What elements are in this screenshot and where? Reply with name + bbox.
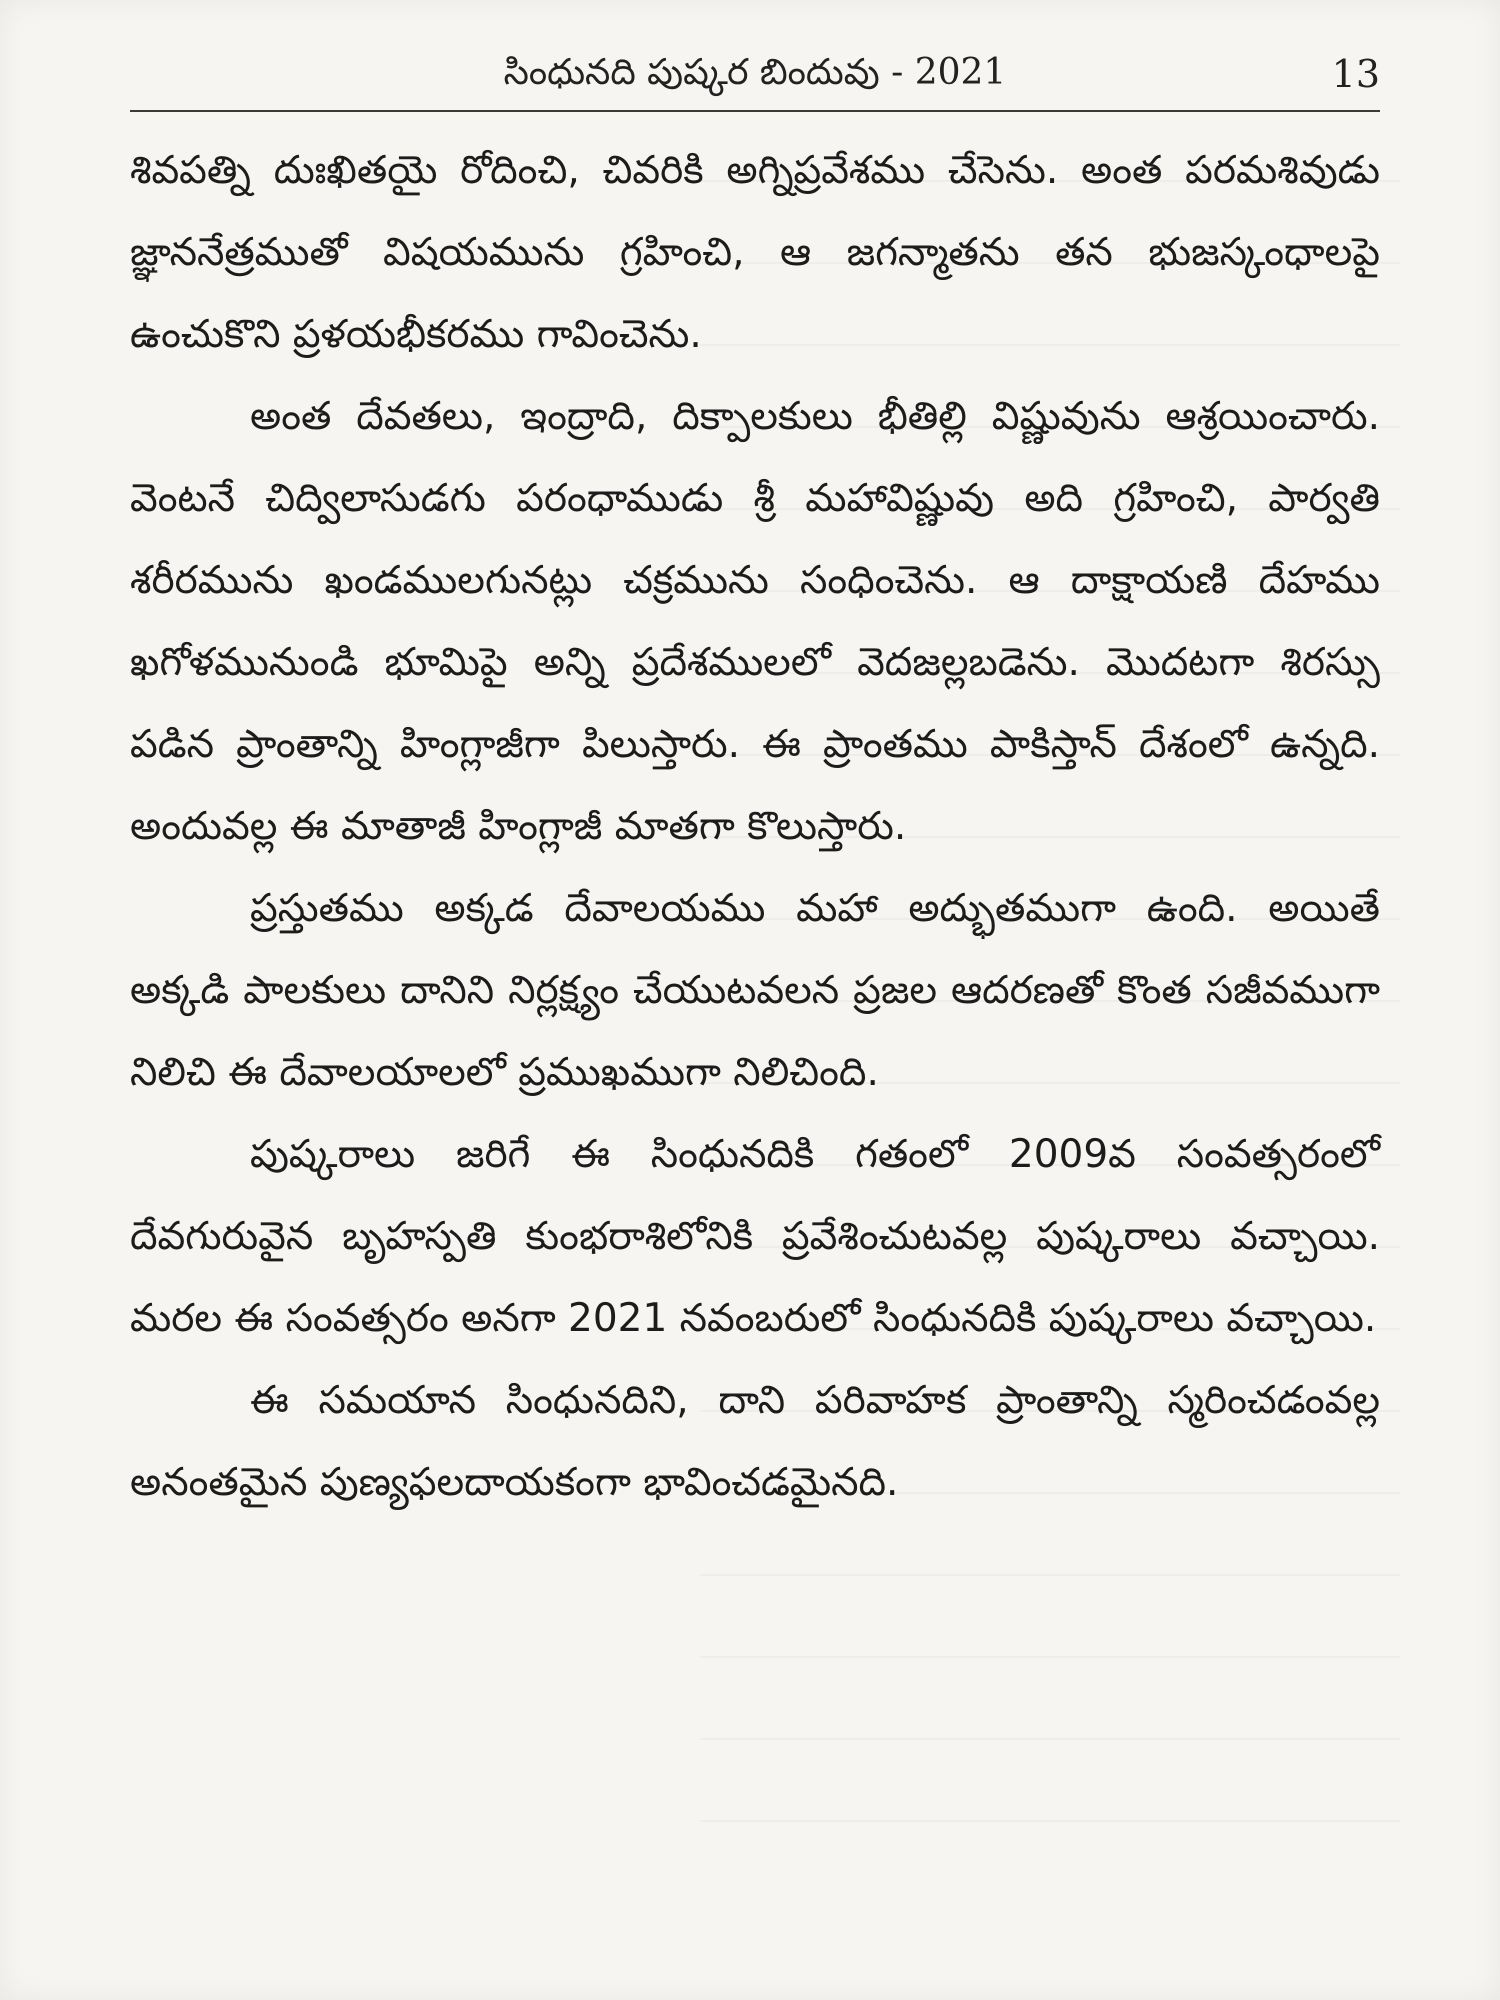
paragraph-4: పుష్కరాలు జరిగే ఈ సింధునదికి గతంలో 2009వ సంవత్సరంలో దేవగురువైన బృహస్పతి కుంభరాశిలోనికి ప్రవేశించుటవల్ల పుష్కరాలు వచ్చాయి. మరల ఈ సంవత్సరం అనగా 2021 నవంబరులో సింధునదికి పుష్కరాలు వచ్చాయి. bbox=[130, 1132, 1380, 1341]
page-header bbox=[130, 50, 1380, 112]
running-title: సింధునది పుష్కర బిందువు - 2021 bbox=[503, 52, 1007, 93]
paragraph-2: అంత దేవతలు, ఇంద్రాది, దిక్పాలకులు భీతిల్లి విష్ణువును ఆశ్రయించారు. వెంటనే చిద్విలాసుడగు పరంధాముడు శ్రీ మహావిష్ణువు అది గ్రహించి, పార్వతి శరీరమును ఖండములగునట్లు చక్రమును సంధించెను. ఆ దాక్షాయణి దేహము ఖగోళమునుండి భూమిపై అన్ని ప్రదేశములలో వెదజల్లబడెను. మొదటగా శిరస్సు పడిన ప్రాంతాన్ని హింగ్లాజీగా పిలుస్తారు. ఈ ప్రాంతము పాకిస్తాన్ దేశంలో ఉన్నది. అందువల్ల ఈ మాతాజీ హింగ్లాజీ మాతగా కొలుస్తారు. bbox=[130, 394, 1380, 849]
paragraph-1: శివపత్ని దుఃఖితయై రోదించి, చివరికి అగ్నిప్రవేశము చేసెను. అంత పరమశివుడు జ్ఞాననేత్రముతో విషయమును గ్రహించి, ఆ జగన్మాతను తన భుజస్కంధాలపై ఉంచుకొని ప్రళయభీకరము గావించెను. bbox=[130, 148, 1380, 357]
body-text bbox=[130, 130, 1380, 1524]
page-number: 13 bbox=[1331, 52, 1380, 96]
paragraph-3: ప్రస్తుతము అక్కడ దేవాలయము మహా అద్భుతముగా ఉంది. అయితే అక్కడి పాలకులు దానిని నిర్లక్ష్యం చేయుటవలన ప్రజల ఆదరణతో కొంత సజీవముగా నిలిచి ఈ దేవాలయాలలో ప్రముఖముగా నిలిచింది. bbox=[130, 886, 1380, 1095]
page-content bbox=[130, 50, 1380, 1524]
paragraph-5: ఈ సమయాన సింధునదిని, దాని పరివాహక ప్రాంతాన్ని స్మరించడంవల్ల అనంతమైన పుణ్యఫలదాయకంగా భావించడమైనది. bbox=[130, 1378, 1380, 1505]
